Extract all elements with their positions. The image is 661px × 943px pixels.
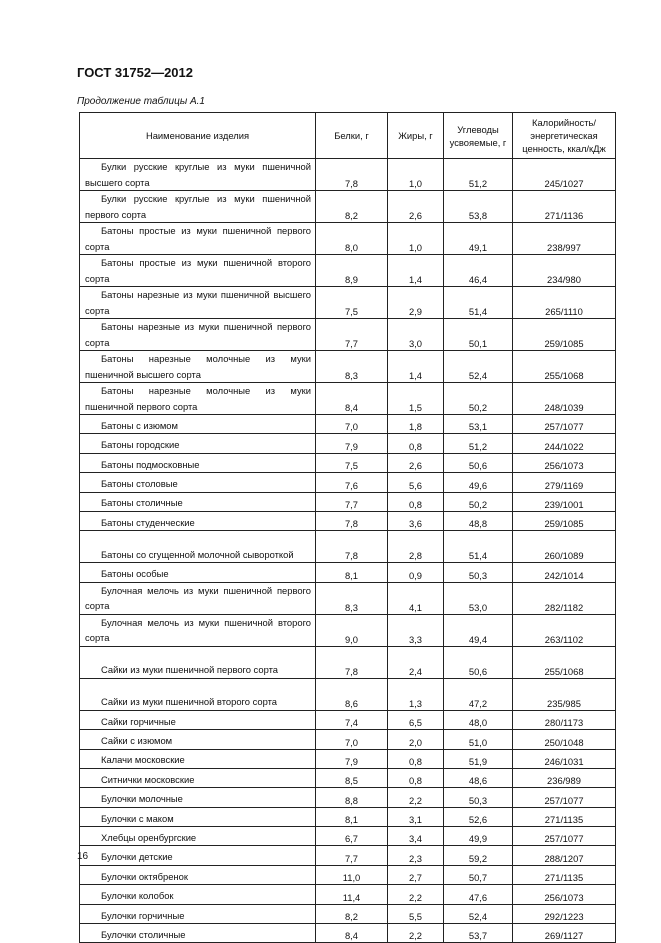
carbs-cell: 49,9 — [444, 827, 513, 846]
carbs-cell: 50,3 — [444, 563, 513, 582]
protein-cell: 7,0 — [316, 730, 388, 749]
table-row — [80, 827, 616, 846]
fat-cell: 2,2 — [388, 924, 444, 943]
carbs-cell: 51,4 — [444, 287, 513, 319]
protein-cell: 7,8 — [316, 646, 388, 678]
table-row — [80, 415, 616, 434]
energy-cell: 271/1135 — [513, 807, 616, 826]
protein-cell: 7,7 — [316, 492, 388, 511]
fat-cell: 2,4 — [388, 646, 444, 678]
fat-cell: 3,3 — [388, 614, 444, 646]
protein-cell: 8,6 — [316, 678, 388, 710]
product-name-cell: Батоны столовые — [80, 473, 316, 492]
carbs-cell: 52,4 — [444, 904, 513, 923]
protein-cell: 7,5 — [316, 453, 388, 472]
product-name-cell: Батоны простые из муки пшеничной второго сорта — [80, 255, 316, 287]
protein-cell: 7,7 — [316, 319, 388, 351]
protein-cell: 11,4 — [316, 885, 388, 904]
carbs-cell: 48,8 — [444, 511, 513, 530]
energy-cell: 257/1077 — [513, 788, 616, 807]
energy-cell: 282/1182 — [513, 582, 616, 614]
table-caption: Продолжение таблицы А.1 — [77, 96, 205, 107]
energy-cell: 288/1207 — [513, 846, 616, 865]
product-name-cell: Батоны с изюмом — [80, 415, 316, 434]
protein-cell: 8,1 — [316, 563, 388, 582]
product-name-cell: Булочки молочные — [80, 788, 316, 807]
fat-cell: 1,4 — [388, 255, 444, 287]
product-name-cell: Батоны нарезные из муки пшеничной высшего сорта — [80, 287, 316, 319]
column-header-product: Наименование изделия — [80, 113, 316, 159]
table-row — [80, 473, 616, 492]
table-row — [80, 846, 616, 865]
column-header-protein: Белки, г — [316, 113, 388, 159]
product-name-cell: Булки русские круглые из муки пшеничной первого сорта — [80, 191, 316, 223]
fat-cell: 2,9 — [388, 287, 444, 319]
energy-cell: 246/1031 — [513, 749, 616, 768]
product-name-cell: Ситнички московские — [80, 768, 316, 787]
table-row — [80, 646, 616, 678]
table-row — [80, 904, 616, 923]
energy-cell: 271/1136 — [513, 191, 616, 223]
carbs-cell: 53,0 — [444, 582, 513, 614]
table-row — [80, 492, 616, 511]
table-row — [80, 255, 616, 287]
table-row — [80, 924, 616, 943]
fat-cell: 0,8 — [388, 749, 444, 768]
energy-cell: 263/1102 — [513, 614, 616, 646]
carbs-cell: 47,6 — [444, 885, 513, 904]
protein-cell: 7,9 — [316, 434, 388, 453]
protein-cell: 8,3 — [316, 582, 388, 614]
carbs-cell: 51,9 — [444, 749, 513, 768]
carbs-cell: 49,1 — [444, 223, 513, 255]
product-name-cell: Хлебцы оренбургские — [80, 827, 316, 846]
energy-cell: 255/1068 — [513, 646, 616, 678]
energy-cell: 242/1014 — [513, 563, 616, 582]
table-body — [80, 159, 616, 943]
carbs-cell: 50,6 — [444, 453, 513, 472]
fat-cell: 0,9 — [388, 563, 444, 582]
fat-cell: 2,6 — [388, 191, 444, 223]
protein-cell: 8,1 — [316, 807, 388, 826]
nutrition-table — [79, 112, 616, 943]
energy-cell: 280/1173 — [513, 710, 616, 729]
table-row — [80, 531, 616, 563]
fat-cell: 5,5 — [388, 904, 444, 923]
table-row — [80, 710, 616, 729]
energy-cell: 292/1223 — [513, 904, 616, 923]
fat-cell: 4,1 — [388, 582, 444, 614]
energy-cell: 279/1169 — [513, 473, 616, 492]
energy-cell: 239/1001 — [513, 492, 616, 511]
product-name-cell: Булочки колобок — [80, 885, 316, 904]
table-row — [80, 563, 616, 582]
product-name-cell: Сайки горчичные — [80, 710, 316, 729]
product-name-cell: Батоны нарезные молочные из муки пшеничной высшего сорта — [80, 351, 316, 383]
protein-cell: 8,4 — [316, 383, 388, 415]
fat-cell: 2,2 — [388, 788, 444, 807]
table-row — [80, 768, 616, 787]
protein-cell: 6,7 — [316, 827, 388, 846]
table-row — [80, 453, 616, 472]
fat-cell: 2,6 — [388, 453, 444, 472]
table-row — [80, 614, 616, 646]
energy-cell: 236/989 — [513, 768, 616, 787]
product-name-cell: Булочки с маком — [80, 807, 316, 826]
fat-cell: 2,0 — [388, 730, 444, 749]
fat-cell: 1,4 — [388, 351, 444, 383]
energy-cell: 250/1048 — [513, 730, 616, 749]
carbs-cell: 50,6 — [444, 646, 513, 678]
energy-cell: 245/1027 — [513, 159, 616, 191]
energy-cell: 265/1110 — [513, 287, 616, 319]
fat-cell: 3,6 — [388, 511, 444, 530]
protein-cell: 7,8 — [316, 159, 388, 191]
product-name-cell: Булочная мелочь из муки пшеничной первого сорта — [80, 582, 316, 614]
protein-cell: 7,4 — [316, 710, 388, 729]
protein-cell: 7,5 — [316, 287, 388, 319]
table-row — [80, 678, 616, 710]
fat-cell: 2,8 — [388, 531, 444, 563]
table-row — [80, 223, 616, 255]
energy-cell: 256/1073 — [513, 453, 616, 472]
table-row — [80, 319, 616, 351]
protein-cell: 8,8 — [316, 788, 388, 807]
protein-cell: 7,9 — [316, 749, 388, 768]
product-name-cell: Сайки из муки пшеничной первого сорта — [80, 646, 316, 678]
carbs-cell: 51,2 — [444, 159, 513, 191]
fat-cell: 0,8 — [388, 492, 444, 511]
product-name-cell: Булки русские круглые из муки пшеничной высшего сорта — [80, 159, 316, 191]
energy-cell: 244/1022 — [513, 434, 616, 453]
protein-cell: 9,0 — [316, 614, 388, 646]
product-name-cell: Булочки горчичные — [80, 904, 316, 923]
protein-cell: 7,8 — [316, 531, 388, 563]
standard-code: ГОСТ 31752—2012 — [77, 65, 193, 80]
fat-cell: 0,8 — [388, 768, 444, 787]
protein-cell: 7,6 — [316, 473, 388, 492]
energy-cell: 257/1077 — [513, 415, 616, 434]
carbs-cell: 50,2 — [444, 383, 513, 415]
fat-cell: 2,7 — [388, 865, 444, 884]
product-name-cell: Батоны простые из муки пшеничной первого сорта — [80, 223, 316, 255]
protein-cell: 8,2 — [316, 904, 388, 923]
fat-cell: 1,8 — [388, 415, 444, 434]
protein-cell: 7,7 — [316, 846, 388, 865]
energy-cell: 238/997 — [513, 223, 616, 255]
product-name-cell: Батоны студенческие — [80, 511, 316, 530]
protein-cell: 8,0 — [316, 223, 388, 255]
fat-cell: 0,8 — [388, 434, 444, 453]
fat-cell: 1,3 — [388, 678, 444, 710]
table-row — [80, 287, 616, 319]
carbs-cell: 50,3 — [444, 788, 513, 807]
fat-cell: 1,5 — [388, 383, 444, 415]
carbs-cell: 46,4 — [444, 255, 513, 287]
energy-cell: 234/980 — [513, 255, 616, 287]
carbs-cell: 50,2 — [444, 492, 513, 511]
energy-cell: 271/1135 — [513, 865, 616, 884]
product-name-cell: Батоны со сгущенной молочной сывороткой — [80, 531, 316, 563]
table-row — [80, 511, 616, 530]
table-row — [80, 159, 616, 191]
carbs-cell: 50,7 — [444, 865, 513, 884]
table-row — [80, 807, 616, 826]
protein-cell: 7,8 — [316, 511, 388, 530]
column-header-energy: Калорийность/ энергетическая ценность, ккал/кДж — [513, 113, 616, 159]
table-row — [80, 351, 616, 383]
product-name-cell: Булочная мелочь из муки пшеничной второго сорта — [80, 614, 316, 646]
carbs-cell: 51,2 — [444, 434, 513, 453]
energy-cell: 235/985 — [513, 678, 616, 710]
product-name-cell: Калачи московские — [80, 749, 316, 768]
fat-cell: 3,0 — [388, 319, 444, 351]
fat-cell: 2,2 — [388, 885, 444, 904]
protein-cell: 8,4 — [316, 924, 388, 943]
product-name-cell: Булочки столичные — [80, 924, 316, 943]
energy-cell: 257/1077 — [513, 827, 616, 846]
energy-cell: 260/1089 — [513, 531, 616, 563]
carbs-cell: 49,4 — [444, 614, 513, 646]
product-name-cell: Батоны особые — [80, 563, 316, 582]
fat-cell: 3,1 — [388, 807, 444, 826]
table-row — [80, 885, 616, 904]
table-row — [80, 434, 616, 453]
carbs-cell: 48,0 — [444, 710, 513, 729]
product-name-cell: Батоны столичные — [80, 492, 316, 511]
product-name-cell: Батоны подмосковные — [80, 453, 316, 472]
table-row — [80, 865, 616, 884]
fat-cell: 6,5 — [388, 710, 444, 729]
fat-cell: 5,6 — [388, 473, 444, 492]
protein-cell: 8,9 — [316, 255, 388, 287]
energy-cell: 256/1073 — [513, 885, 616, 904]
column-header-carbs: Углеводы усвояемые, г — [444, 113, 513, 159]
carbs-cell: 53,8 — [444, 191, 513, 223]
carbs-cell: 50,1 — [444, 319, 513, 351]
carbs-cell: 53,1 — [444, 415, 513, 434]
table-row — [80, 191, 616, 223]
table-row — [80, 749, 616, 768]
energy-cell: 259/1085 — [513, 511, 616, 530]
carbs-cell: 53,7 — [444, 924, 513, 943]
fat-cell: 3,4 — [388, 827, 444, 846]
carbs-cell: 51,4 — [444, 531, 513, 563]
carbs-cell: 52,4 — [444, 351, 513, 383]
table-row — [80, 383, 616, 415]
energy-cell: 248/1039 — [513, 383, 616, 415]
energy-cell: 269/1127 — [513, 924, 616, 943]
carbs-cell: 49,6 — [444, 473, 513, 492]
protein-cell: 7,0 — [316, 415, 388, 434]
protein-cell: 8,5 — [316, 768, 388, 787]
carbs-cell: 47,2 — [444, 678, 513, 710]
table-row — [80, 582, 616, 614]
product-name-cell: Батоны нарезные молочные из муки пшеничной первого сорта — [80, 383, 316, 415]
table-row — [80, 788, 616, 807]
protein-cell: 11,0 — [316, 865, 388, 884]
product-name-cell: Булочки октябренок — [80, 865, 316, 884]
carbs-cell: 48,6 — [444, 768, 513, 787]
product-name-cell: Сайки из муки пшеничной второго сорта — [80, 678, 316, 710]
carbs-cell: 51,0 — [444, 730, 513, 749]
product-name-cell: Булочки детские — [80, 846, 316, 865]
table-row — [80, 730, 616, 749]
fat-cell: 1,0 — [388, 159, 444, 191]
product-name-cell: Сайки с изюмом — [80, 730, 316, 749]
carbs-cell: 52,6 — [444, 807, 513, 826]
carbs-cell: 59,2 — [444, 846, 513, 865]
fat-cell: 2,3 — [388, 846, 444, 865]
table-header-row — [80, 113, 616, 159]
fat-cell: 1,0 — [388, 223, 444, 255]
protein-cell: 8,3 — [316, 351, 388, 383]
energy-cell: 255/1068 — [513, 351, 616, 383]
page-number: 16 — [77, 851, 89, 862]
protein-cell: 8,2 — [316, 191, 388, 223]
product-name-cell: Батоны городские — [80, 434, 316, 453]
product-name-cell: Батоны нарезные из муки пшеничной первого сорта — [80, 319, 316, 351]
energy-cell: 259/1085 — [513, 319, 616, 351]
column-header-fat: Жиры, г — [388, 113, 444, 159]
